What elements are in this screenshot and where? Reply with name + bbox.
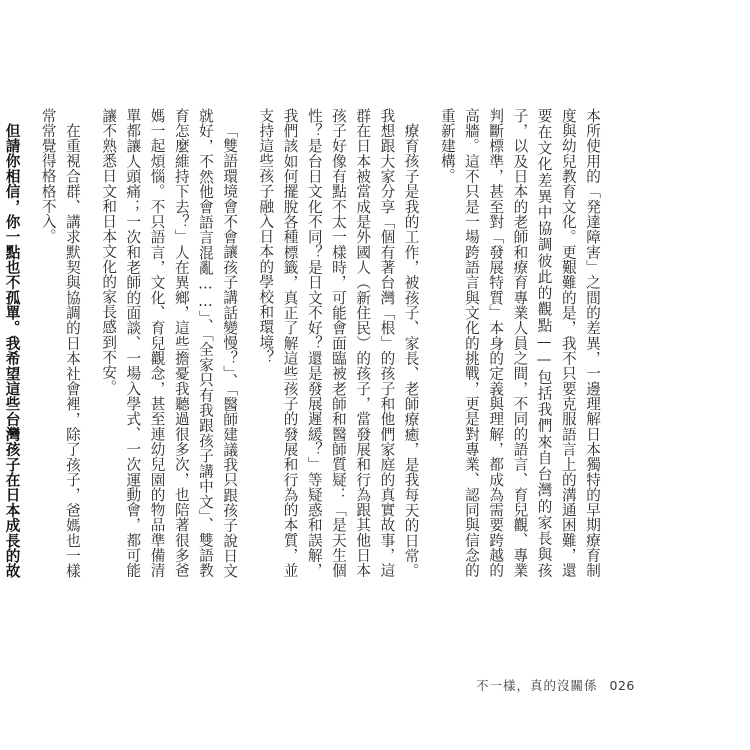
paragraph-gap bbox=[241, 108, 253, 578]
paragraph-5-emphasis: 但請你相信，你一點也不孤單。我希望這些台灣孩子在日本成長的故 bbox=[3, 122, 21, 578]
page-footer bbox=[476, 676, 635, 694]
paragraph-gap bbox=[24, 108, 36, 578]
paragraph-1: 本所使用的「発達障害」之間的差異，一邊理解日本獨特的早期療育制度與幼兒教育文化。更艱難的是，我不只要克服語言上的溝通困難，還要在文化差異中協調彼此的觀點——包括我們來自台灣的家長與孩子，以及日本的老師和療育專業人員之間，不同的語言、育兒觀、專業判斷標準，甚至對「發展特質」本身的定義與理解，都成為需要跨越的高牆。這不只是一場跨語言與文化的挑戰，更是對專業、認同與信念的重新建構。 bbox=[438, 108, 601, 578]
paragraph-3: 「雙語環境會不會讓孩子講話變慢？」、「醫師建議我只跟孩子說日文就好，不然他會語言混亂……」、「全家只有我跟孩子講中文」、雙語教育怎麼維持下去？」人在異鄉，這些擔憂我聽過很多次，也陪著很多爸媽一起煩惱。不只語言，文化、育兒觀念，甚至連幼兒園的物品準備清單都讓人頭痛；一次和老師的面談、一場入學式、一次運動會，都可能讓不熟悉日文和日本文化的家長感到不安。 bbox=[100, 108, 239, 578]
paragraph-gap bbox=[84, 108, 96, 578]
running-title: 不一樣，真的沒關係 bbox=[476, 678, 598, 693]
page-number: 026 bbox=[609, 678, 635, 693]
paragraph-4: 在重視合群、講求默契與協調的日本社會裡，除了孩子，爸媽也一樣常常覺得格格不入。 bbox=[39, 108, 81, 578]
paragraph-gap bbox=[423, 108, 435, 578]
vertical-text-body bbox=[3, 108, 604, 578]
paragraph-2: 療育孩子是我的工作，被孩子、家長、老師療癒，是我每天的日常。我想跟大家分享「個有著台灣「根」的孩子和他們家庭的真實故事，這群在日本被當成是外國人（新住民）的孩子，當發展和行為跟其他日本孩子好像有點不太一樣時，可能會面臨被老師和醫師質疑：「是天生個性？是台日文化不同？是日文不好？還是發展遲緩？」等疑惑和誤解，我們該如何擺脫各種標籤，真正了解這些孩子的發展和行為的本質，並支持這些孩子融入日本的學校和環境？ bbox=[257, 108, 420, 578]
